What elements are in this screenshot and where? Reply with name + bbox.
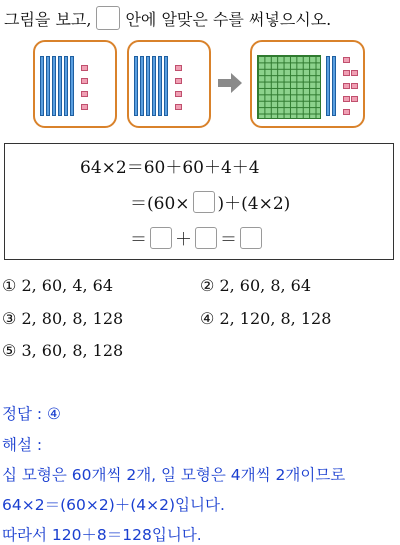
calc-line-3-eq2: ＝ bbox=[220, 230, 237, 250]
answer-blank-1[interactable] bbox=[193, 191, 215, 213]
explanation-line-1: 십 모형은 60개씩 2개, 일 모형은 4개씩 2개이므로 bbox=[2, 466, 346, 484]
calc-line-1: 64×2＝60＋60＋4＋4 bbox=[80, 158, 260, 178]
unit-cube-icon bbox=[175, 104, 182, 110]
option-3[interactable] bbox=[2, 309, 123, 328]
option-5[interactable] bbox=[2, 341, 123, 360]
explanation-line-3: 따라서 120＋8＝128입니다. bbox=[2, 526, 202, 544]
unit-cube-icon bbox=[81, 104, 88, 110]
answer-value: ④ bbox=[47, 405, 61, 423]
option-2-text: 2, 60, 8, 64 bbox=[219, 276, 312, 295]
answer-blank-2[interactable] bbox=[150, 227, 172, 249]
ten-rod-icon bbox=[46, 56, 50, 116]
unit-cube-icon bbox=[175, 65, 182, 71]
unit-cube-icon bbox=[175, 78, 182, 84]
option-1-text: 2, 60, 4, 64 bbox=[21, 276, 114, 295]
option-5-number: ⑤ bbox=[2, 341, 17, 360]
ten-rod-icon bbox=[140, 56, 144, 116]
question-line bbox=[4, 6, 331, 30]
option-1-number: ① bbox=[2, 276, 17, 295]
ten-rod-icon bbox=[332, 56, 336, 116]
calc-line-3-plus: ＋ bbox=[175, 230, 192, 250]
answer-label: 정답 : bbox=[2, 405, 43, 423]
answer-line bbox=[2, 402, 61, 424]
explanation-label: 해설 : bbox=[2, 436, 43, 454]
unit-cube-icon bbox=[343, 83, 350, 89]
ten-rod-icon bbox=[64, 56, 68, 116]
option-2-number: ② bbox=[200, 276, 215, 295]
option-1[interactable] bbox=[2, 276, 113, 295]
calc-line-2 bbox=[130, 189, 290, 214]
calc-line-2-right: )＋(4×2) bbox=[217, 194, 291, 214]
calc-line-3 bbox=[130, 225, 265, 250]
answer-blank-4[interactable] bbox=[240, 227, 262, 249]
explanation-line-2: 64×2＝(60×2)＋(4×2)입니다. bbox=[2, 496, 225, 514]
ten-rod-icon bbox=[152, 56, 156, 116]
option-2[interactable] bbox=[200, 276, 311, 295]
ten-rod-icon bbox=[164, 56, 168, 116]
question-text-after: 안에 알맞은 수를 써넣으시오. bbox=[125, 9, 332, 29]
unit-cube-icon bbox=[351, 96, 358, 102]
unit-cube-icon bbox=[351, 70, 358, 76]
ten-rod-icon bbox=[58, 56, 62, 116]
unit-cube-icon bbox=[343, 109, 350, 115]
ten-rod-icon bbox=[70, 56, 74, 116]
ten-rod-icon bbox=[146, 56, 150, 116]
option-4-number: ④ bbox=[200, 309, 215, 328]
option-3-text: 2, 80, 8, 128 bbox=[21, 309, 124, 328]
ten-rod-icon bbox=[158, 56, 162, 116]
option-4[interactable] bbox=[200, 309, 331, 328]
unit-cube-icon bbox=[81, 65, 88, 71]
calc-line-3-eq: ＝ bbox=[130, 230, 147, 250]
hundred-flat-icon bbox=[257, 55, 321, 119]
ten-rod-icon bbox=[40, 56, 44, 116]
blank-box-icon bbox=[96, 6, 120, 30]
ten-rod-icon bbox=[134, 56, 138, 116]
unit-cube-icon bbox=[343, 70, 350, 76]
question-text-before: 그림을 보고, bbox=[4, 9, 92, 29]
unit-cube-icon bbox=[81, 91, 88, 97]
answer-blank-3[interactable] bbox=[195, 227, 217, 249]
right-arrow-icon bbox=[217, 72, 243, 94]
unit-cube-icon bbox=[81, 78, 88, 84]
option-3-number: ③ bbox=[2, 309, 17, 328]
unit-cube-icon bbox=[343, 57, 350, 63]
option-5-text: 3, 60, 8, 128 bbox=[21, 341, 124, 360]
unit-cube-icon bbox=[175, 91, 182, 97]
ten-rod-icon bbox=[52, 56, 56, 116]
ten-rod-icon bbox=[326, 56, 330, 116]
option-4-text: 2, 120, 8, 128 bbox=[219, 309, 332, 328]
unit-cube-icon bbox=[343, 96, 350, 102]
unit-cube-icon bbox=[351, 83, 358, 89]
calc-line-2-left: ＝(60× bbox=[130, 194, 190, 214]
